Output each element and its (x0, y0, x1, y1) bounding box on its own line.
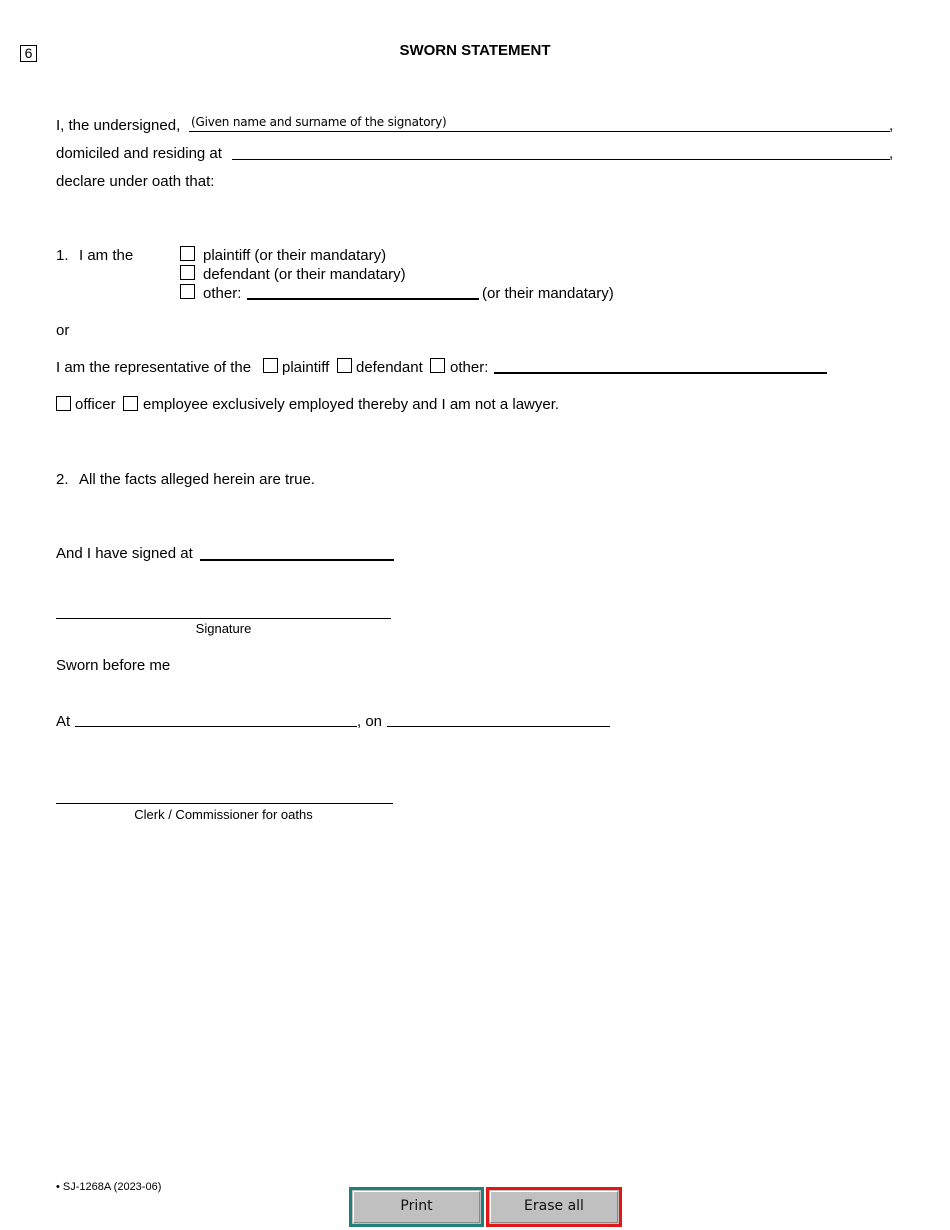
erase-all-button-label: Erase all (524, 1198, 584, 1214)
domicile-label: domiciled and residing at (56, 145, 222, 162)
rep-other-label: other: (450, 359, 489, 376)
rep-plaintiff-checkbox[interactable] (263, 358, 278, 373)
representative-label: I am the representative of the (56, 359, 252, 376)
rep-plaintiff-label: plaintiff (282, 359, 330, 376)
or-label: or (56, 322, 70, 339)
page-number-box: 6 (20, 45, 37, 62)
defendant-option-label: defendant (or their mandatary) (203, 266, 406, 283)
other-option-label: other: (203, 285, 242, 302)
plaintiff-option-label: plaintiff (or their mandatary) (203, 247, 387, 264)
print-button[interactable] (349, 1187, 484, 1227)
print-button-label: Print (400, 1198, 433, 1214)
employee-label: employee exclusively employed thereby and I am not a lawyer. (143, 396, 560, 413)
rep-other-field[interactable] (494, 372, 827, 374)
signature-label: Signature (195, 621, 252, 636)
page-title: SWORN STATEMENT (399, 42, 551, 59)
plaintiff-checkbox[interactable] (180, 246, 195, 261)
officer-label: officer (75, 396, 116, 413)
signed-at-label: And I have signed at (56, 545, 193, 562)
comma: , (889, 145, 894, 162)
erase-all-button[interactable] (486, 1187, 622, 1227)
item1-number: 1. (56, 247, 69, 264)
rep-other-checkbox[interactable] (430, 358, 445, 373)
at-label: At (56, 713, 71, 730)
signature-line[interactable] (56, 618, 391, 619)
undersigned-hint: (Given name and surname of the signatory) (191, 115, 447, 129)
comma: , (889, 117, 894, 134)
item2-text: All the facts alleged herein are true. (79, 471, 315, 488)
other-party-field[interactable] (247, 298, 479, 300)
sworn-before-label: Sworn before me (56, 657, 171, 674)
declare-label: declare under oath that: (56, 173, 215, 190)
employee-checkbox[interactable] (123, 396, 138, 411)
form-code: • SJ-1268A (2023-06) (56, 1181, 162, 1193)
rep-defendant-checkbox[interactable] (337, 358, 352, 373)
item1-label: I am the (79, 247, 134, 264)
domicile-field[interactable] (232, 159, 890, 160)
other-suffix-label: (or their mandatary) (482, 285, 614, 302)
other-checkbox[interactable] (180, 284, 195, 299)
clerk-label: Clerk / Commissioner for oaths (134, 807, 313, 822)
defendant-checkbox[interactable] (180, 265, 195, 280)
rep-defendant-label: defendant (356, 359, 423, 376)
item2-number: 2. (56, 471, 69, 488)
signed-at-field[interactable] (200, 559, 394, 561)
officer-checkbox[interactable] (56, 396, 71, 411)
clerk-signature-line[interactable] (56, 803, 393, 804)
sworn-place-field[interactable] (75, 726, 357, 727)
signatory-name-field[interactable] (189, 131, 890, 132)
undersigned-label: I, the undersigned, (56, 117, 181, 134)
sworn-date-field[interactable] (387, 726, 610, 727)
on-label: , on (357, 713, 383, 730)
